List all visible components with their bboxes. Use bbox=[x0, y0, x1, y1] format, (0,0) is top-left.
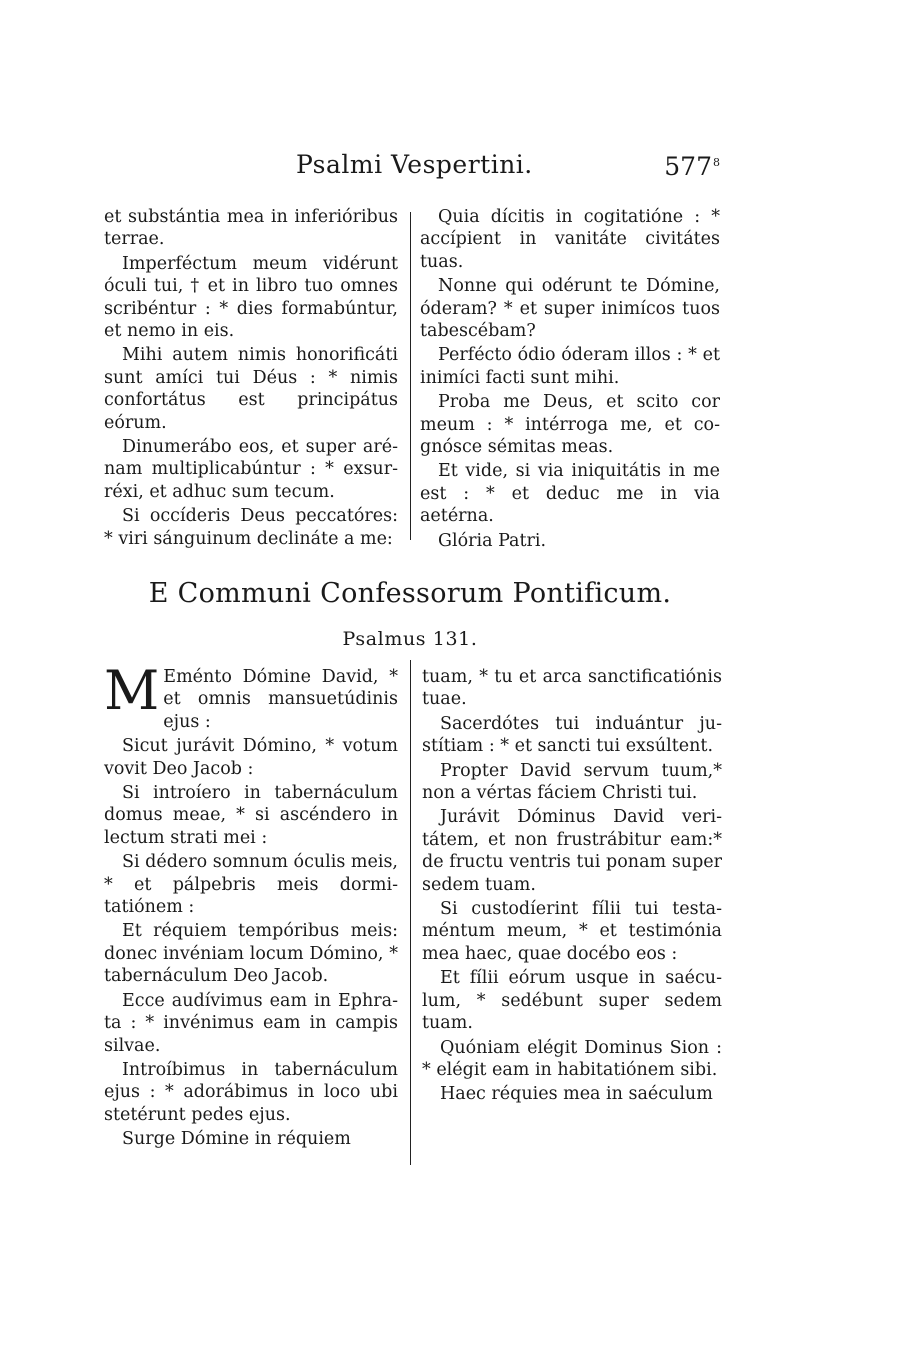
section-heading: E Communi Confessorum Pontificum. bbox=[148, 578, 672, 609]
verse: Dinumerábo eos, et super arénam multiplicabúntur : * exsurréxi, et adhuc sum tecum. bbox=[104, 437, 398, 502]
running-title: Psalmi Vespertini. bbox=[296, 150, 533, 179]
verse: Si dédero somnum óculis meis, * et pálpebris meis dormitatiónem : bbox=[104, 852, 398, 918]
opening-verse bbox=[104, 659, 398, 733]
verse: Et réquiem tempóribus meis: donec invéniam locum Dómino, * tabernáculum Deo Jacob. bbox=[104, 921, 398, 987]
verse: Sacerdótes tui induántur justítiam : * et sancti tui exsúltent. bbox=[422, 713, 722, 757]
verse: Propter David servum tuum,* non a vértas fáciem Christi tui. bbox=[422, 760, 722, 804]
verse: Quóniam elégit Dominus Sion : * elégit eam in habitatiónem sibi. bbox=[422, 1037, 722, 1080]
verse: Perfécto ódio óderam illos : * et inimíci facti sunt mihi. bbox=[420, 345, 720, 388]
verse: Proba me Deus, et scito cor meum : * intérroga me, et cognósce sémitas meas. bbox=[420, 392, 720, 458]
psalm-heading: Psalmus 131. bbox=[342, 628, 478, 650]
verse: Mihi autem nimis honorificáti sunt amíci tui Déus : * nimis confortátus est principátus eórum. bbox=[104, 345, 398, 433]
verse: et substántia mea in inferióribus terrae. bbox=[104, 207, 398, 250]
page-number-value: 577 bbox=[664, 152, 712, 181]
verse: Introíbimus in tabernáculum ejus : * adorábimus in loco ubi stetérunt pedes ejus. bbox=[104, 1059, 398, 1125]
verse: Si occíderis Deus peccatóres: * viri sánguinum declináte a me: bbox=[104, 506, 398, 549]
verse: tuam, * tu et arca sanctificatiónis tuae. bbox=[422, 667, 722, 710]
verse: Et fílii eórum usque in saéculum, * sedébunt super sedem tuam. bbox=[422, 968, 722, 1034]
section2-right-column bbox=[422, 666, 722, 1108]
verse: Glória Patri. bbox=[438, 530, 547, 551]
verse: Imperféctum meum vidérunt óculi tui, † et in libro tuo omnes scribéntur : * dies formabúntur, et nemo in eis. bbox=[104, 253, 398, 342]
verse: Haec réquies mea in saéculum bbox=[440, 1084, 713, 1105]
page-number-suffix: 8 bbox=[713, 155, 720, 169]
section1-left-column bbox=[104, 206, 398, 552]
verse: Ecce audívimus eam in Ephrata : * invénimus eam in campis silvae. bbox=[104, 990, 398, 1056]
section1-right-column bbox=[420, 206, 720, 554]
verse: Et vide, si via iniquitátis in me est : * et deduc me in via aetérna. bbox=[420, 461, 720, 527]
page-header bbox=[100, 150, 720, 190]
verse: Surge Dómine in réquiem bbox=[122, 1129, 351, 1150]
verse: Nonne qui odérunt te Dómine, óderam? * et super inimícos tuos tabescébam? bbox=[420, 276, 720, 342]
verse: Jurávit Dóminus David veritátem, et non frustrábitur eam:* de fructu ventris tui ponam super sedem tuam. bbox=[422, 807, 722, 895]
section2-left-column bbox=[104, 659, 398, 1153]
verse: Quia dícitis in cogitatióne : * accípient in vanitáte civitátes tuas. bbox=[420, 207, 720, 272]
opening-verse-text: Eménto Dómine David, * et omnis mansuetúdinis ejus : bbox=[163, 667, 398, 732]
verse: Si introíero in tabernáculum domus meae, * si ascéndero in lectum strati mei : bbox=[104, 783, 398, 848]
verse: Sicut jurávit Dómino, * votum vovit Deo Jacob : bbox=[104, 736, 398, 779]
column-divider bbox=[410, 660, 411, 1165]
column-divider bbox=[410, 212, 411, 540]
verse: Si custodíerint fílii tui testaméntum meum, * et testimónia mea haec, quae docébo eos : bbox=[422, 899, 722, 964]
page-number bbox=[664, 152, 720, 181]
drop-cap: M bbox=[104, 659, 160, 722]
